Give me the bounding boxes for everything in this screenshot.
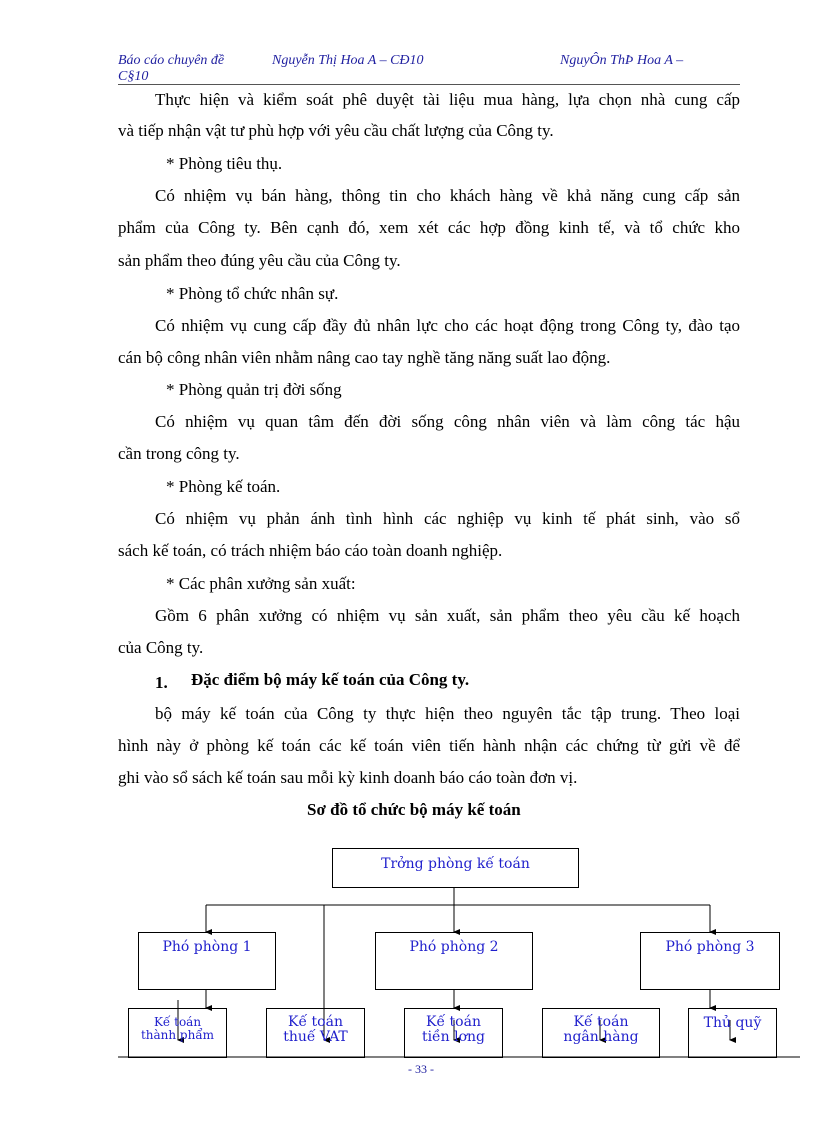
header-rule — [118, 84, 740, 85]
p7-line1: bộ máy kế toán của Công ty thực hiện theo nguyên tắc tập trung. Theo loại — [155, 704, 740, 723]
box-ke-toan-thue-vat — [266, 1008, 365, 1058]
p5-line2: sách kế toán, có trách nhiệm báo cáo toàn doanh nghiệp. — [118, 541, 503, 560]
box-ke-toan-thanh-pham-l1: Kế toán — [153, 1015, 202, 1029]
box-ke-toan-thue-vat-l2: thuế VAT — [283, 1029, 348, 1045]
box-pho-phong-3 — [640, 932, 780, 990]
header-center: Nguyễn Thị Hoa A – CĐ10 — [272, 53, 424, 68]
header-right: NguyÔn ThÞ Hoa A – — [560, 53, 684, 68]
box-ke-toan-ngan-hang — [542, 1008, 660, 1058]
heading-phan-xuong: * Các phân xưởng sản xuất: — [166, 574, 356, 593]
p5-line1: Có nhiệm vụ phản ánh tình hình các nghiệp vụ kinh tế phát sinh, vào sổ — [155, 509, 740, 528]
box-pho-phong-3-label: Phó phòng 3 — [665, 939, 755, 955]
p7-line3: ghi vào sổ sách kế toán sau mỗi kỳ kinh doanh báo cáo toàn đơn vị. — [118, 768, 578, 787]
box-ke-toan-ngan-hang-l2: ngân hàng — [563, 1029, 639, 1045]
box-truong-phong-label: Trởng phòng kế toán — [381, 856, 530, 872]
box-ke-toan-tien-luong — [404, 1008, 503, 1058]
p3-line2: cán bộ công nhân viên nhằm nâng cao tay nghề tăng năng suất lao động. — [118, 348, 611, 367]
p1-line2: và tiếp nhận vật tư phù hợp với yêu cầu chất lượng của Công ty. — [118, 121, 554, 140]
header-wrap: C§10 — [118, 69, 149, 84]
heading-phong-quan-tri: * Phòng quản trị đời sống — [166, 380, 342, 399]
box-ke-toan-tien-luong-l2: tiền lơng — [421, 1029, 486, 1045]
p4-line2: cần trong công ty. — [118, 444, 240, 463]
p4-line1: Có nhiệm vụ quan tâm đến đời sống công nhân viên và làm công tác hậu — [155, 412, 740, 431]
box-pho-phong-2-label: Phó phòng 2 — [409, 939, 499, 955]
p1-line1: Thực hiện và kiểm soát phê duyệt tài liệu mua hàng, lựa chọn nhà cung cấp — [155, 90, 740, 109]
section-number: 1. — [155, 673, 168, 692]
box-ke-toan-thanh-pham-l2: thành phẩm — [140, 1028, 215, 1042]
p2-line2: phẩm của Công ty. Bên cạnh đó, xem xét các hợp đồng kinh tế, và tổ chức kho — [118, 218, 740, 237]
box-ke-toan-thanh-pham — [128, 1008, 227, 1058]
box-thu-quy — [688, 1008, 777, 1058]
header-left: Báo cáo chuyên đề — [118, 53, 225, 68]
box-ke-toan-ngan-hang-l1: Kế toán — [573, 1014, 629, 1030]
p7-line2: hình này ở phòng kế toán các kế toán viên tiến hành nhận các chứng từ gửi về để — [118, 736, 740, 755]
diagram-title: Sơ đồ tổ chức bộ máy kế toán — [307, 800, 521, 819]
p2-line1: Có nhiệm vụ bán hàng, thông tin cho khách hàng về khả năng cung cấp sản — [155, 186, 740, 205]
page-number: - 33 - — [408, 1062, 434, 1076]
box-pho-phong-1-label: Phó phòng 1 — [162, 939, 252, 955]
box-thu-quy-label: Thủ quỹ — [703, 1015, 762, 1031]
heading-phong-to-chuc: * Phòng tổ chức nhân sự. — [166, 284, 339, 303]
p2-line3: sản phẩm theo đúng yêu cầu của Công ty. — [118, 251, 401, 270]
section-title: Đặc điểm bộ máy kế toán của Công ty. — [191, 670, 470, 689]
box-pho-phong-2 — [375, 932, 533, 990]
heading-phong-tieu-thu: * Phòng tiêu thụ. — [166, 154, 283, 173]
box-ke-toan-thue-vat-l1: Kế toán — [288, 1014, 343, 1030]
box-pho-phong-1 — [138, 932, 276, 990]
heading-phong-ke-toan: * Phòng kế toán. — [166, 477, 281, 496]
box-truong-phong — [332, 848, 579, 888]
p3-line1: Có nhiệm vụ cung cấp đầy đủ nhân lực cho các hoạt động trong Công ty, đào tạo — [155, 316, 740, 335]
p6-line1: Gồm 6 phân xưởng có nhiệm vụ sản xuất, sản phẩm theo yêu cầu kế hoạch — [155, 606, 740, 625]
box-ke-toan-tien-luong-l1: Kế toán — [426, 1014, 481, 1030]
p6-line2: của Công ty. — [118, 638, 204, 657]
